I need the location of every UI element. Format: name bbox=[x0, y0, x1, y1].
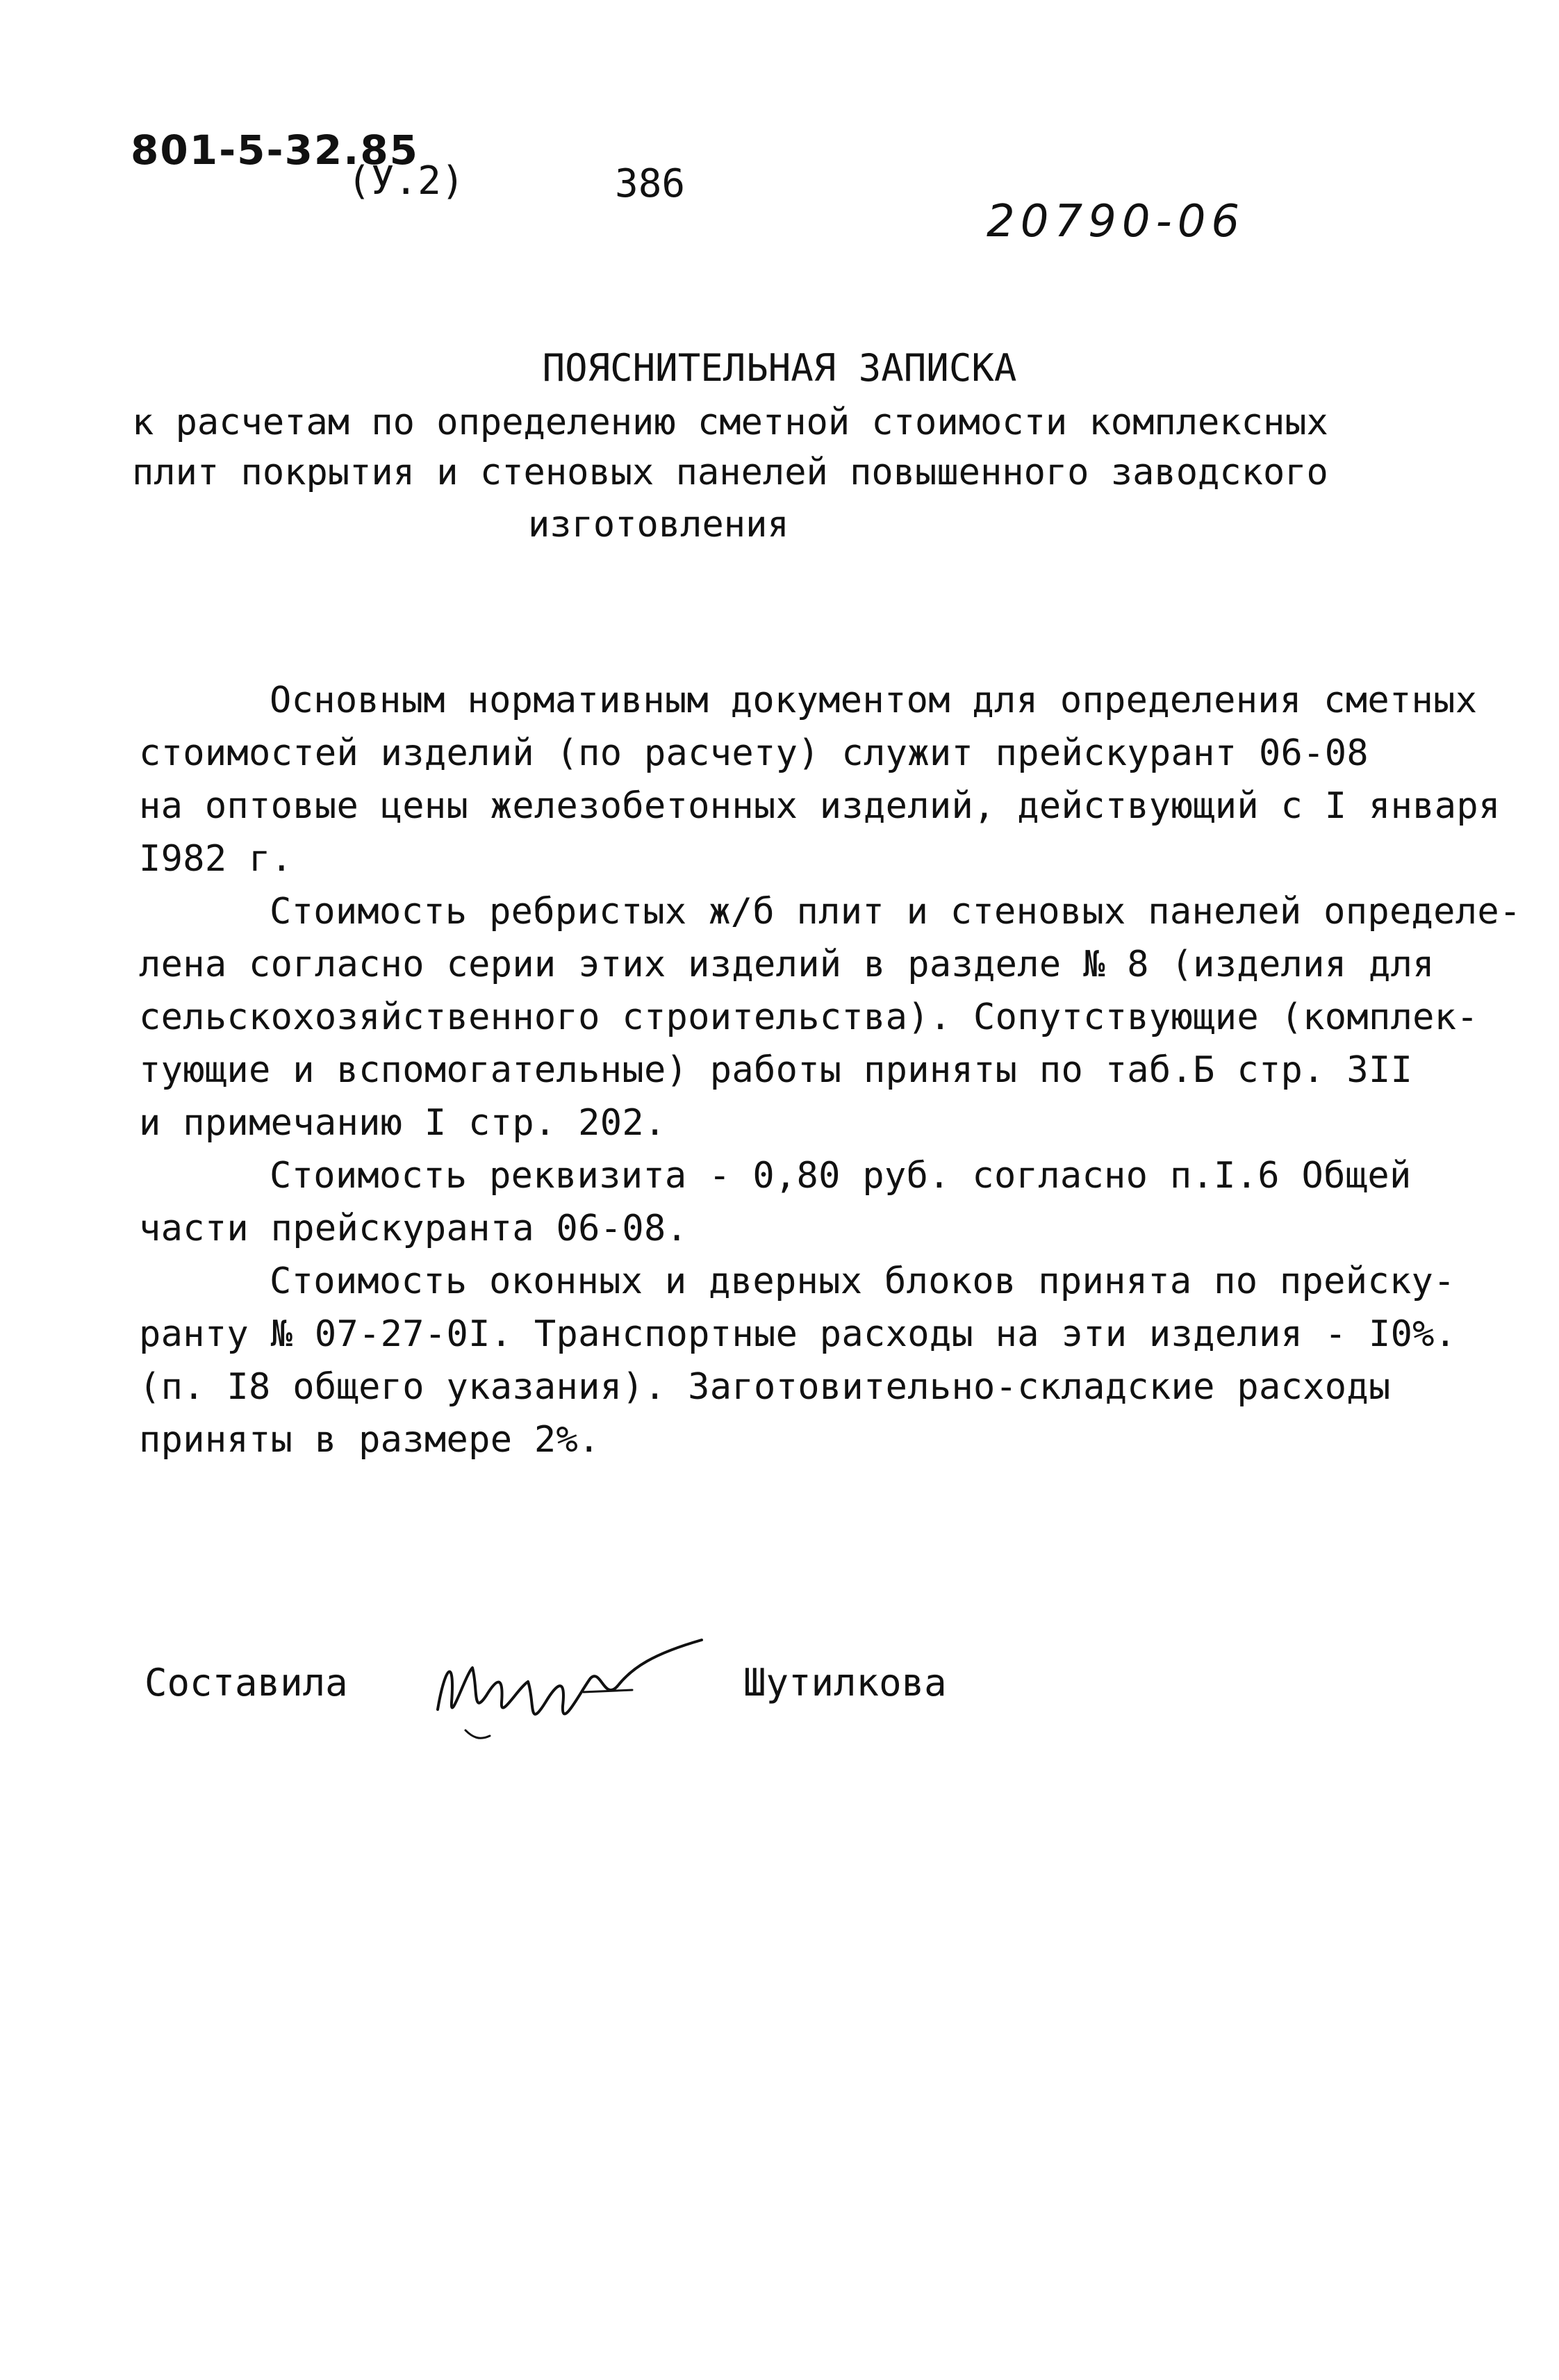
paragraph-line: лена согласно серии этих изделий в разделе № 8 (изделия для bbox=[139, 944, 1435, 985]
paragraph-line: I982 г. bbox=[139, 838, 293, 880]
paragraph-line: Стоимость оконных и дверных блоков принята по прейску- bbox=[270, 1261, 1455, 1302]
paragraph-line: (п. I8 общего указания). Заготовительно-складские расходы bbox=[139, 1366, 1391, 1408]
paragraph-line: ранту № 07-27-0I. Транспортные расходы на эти изделия - I0%. bbox=[139, 1313, 1457, 1355]
paragraph-line: Стоимость реквизита - 0,80 руб. согласно п.I.6 Общей bbox=[270, 1155, 1412, 1197]
document-number: 20790-06 bbox=[987, 196, 1246, 247]
series-code: 801-5-32.85 bbox=[131, 126, 420, 174]
paragraph-line: тующие и вспомогательные) работы приняты по таб.Б стр. 3II bbox=[139, 1049, 1413, 1091]
subtitle-line: к расчетам по определению сметной стоимости комплексных bbox=[132, 402, 1328, 443]
signature-label: Составила bbox=[145, 1661, 348, 1705]
document-title: ПОЯСНИТЕЛЬНАЯ ЗАПИСКА bbox=[542, 346, 1017, 390]
paragraph-line: приняты в размере 2%. bbox=[139, 1419, 600, 1461]
page-number: 386 bbox=[615, 161, 686, 206]
paragraph-line: стоимостей изделий (по расчету) служит прейскурант 06-08 bbox=[139, 732, 1369, 774]
paragraph-line: на оптовые цены железобетонных изделий, действующий с I января bbox=[139, 785, 1501, 827]
paragraph-line: части прейскуранта 06-08. bbox=[139, 1208, 688, 1249]
revision-mark: (У.2) bbox=[347, 158, 465, 204]
handwritten-signature bbox=[424, 1626, 716, 1751]
paragraph-line: Основным нормативным документом для определения сметных bbox=[270, 680, 1478, 721]
paragraph-line: Стоимость ребристых ж/б плит и стеновых панелей определе- bbox=[270, 891, 1521, 933]
subtitle-line: изготовления bbox=[528, 504, 789, 545]
paragraph-line: сельскохозяйственного строительства). Сопутствующие (комплек- bbox=[139, 996, 1479, 1038]
signer-name: Шутилкова bbox=[743, 1661, 947, 1705]
paragraph-line: и примечанию I стр. 202. bbox=[139, 1102, 666, 1144]
subtitle-line: плит покрытия и стеновых панелей повышенного заводского bbox=[132, 452, 1328, 493]
